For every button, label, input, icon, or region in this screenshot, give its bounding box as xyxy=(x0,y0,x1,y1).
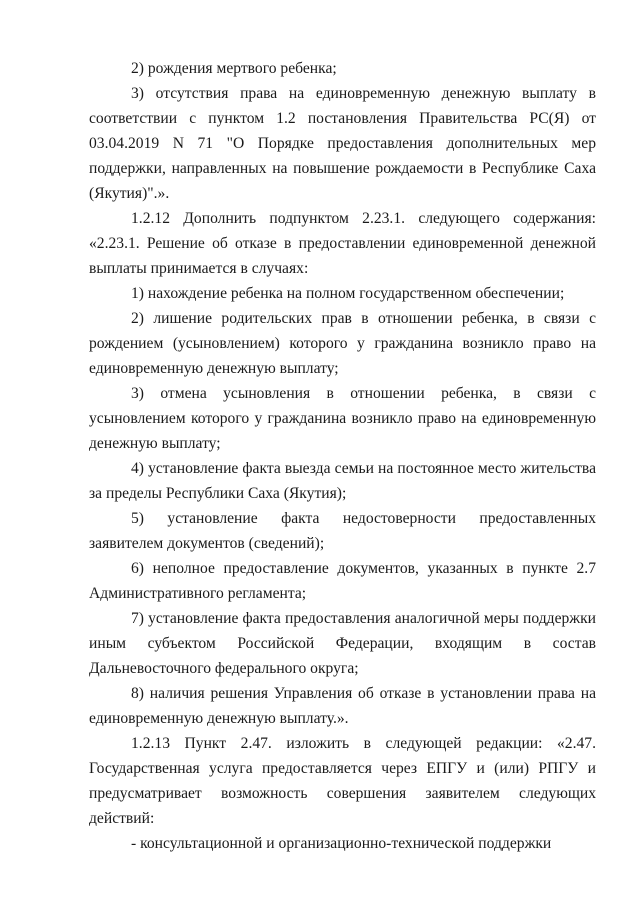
paragraph-refusal-reason-8: 8) наличия решения Управления об отказе в установлении права на единовременную денежную выплату.». xyxy=(89,685,596,727)
paragraph-item-2-stillbirth: 2) рождения мертвого ребенка; xyxy=(131,60,337,77)
paragraph-refusal-reason-7: 7) установление факта предоставления аналогичной меры поддержки иным субъектом Российской Федерации, входящим в состав Дальневосточного федерального округа; xyxy=(89,610,596,677)
paragraph-consultation-support: - консультационной и организационно-технической поддержки xyxy=(131,835,552,852)
paragraph-refusal-reason-5: 5) установление факта недостоверности предоставленных заявителем документов (сведений); xyxy=(89,510,596,552)
paragraph-refusal-reason-1: 1) нахождение ребенка на полном государственном обеспечении; xyxy=(131,285,565,302)
paragraph-1-2-13: 1.2.13 Пункт 2.47. изложить в следующей редакции: «2.47. Государственная услуга предоставляется через ЕПГУ и (или) РПГУ и предусматривает возможность совершения заявителем следующих действий: xyxy=(89,735,596,827)
paragraph-refusal-reason-2: 2) лишение родительских прав в отношении ребенка, в связи с рождением (усыновлением) которого у гражданина возникло право на единовременную денежную выплату; xyxy=(89,310,596,377)
paragraph-refusal-reason-6: 6) неполное предоставление документов, указанных в пункте 2.7 Административного регламента; xyxy=(89,560,596,602)
paragraph-1-2-12: 1.2.12 Дополнить подпунктом 2.23.1. следующего содержания: «2.23.1. Решение об отказе в предоставлении единовременной денежной выплаты принимается в случаях: xyxy=(89,210,596,277)
paragraph-refusal-reason-4: 4) установление факта выезда семьи на постоянное место жительства за пределы Республики Саха (Якутия); xyxy=(89,460,596,502)
paragraph-refusal-reason-3: 3) отмена усыновления в отношении ребенка, в связи с усыновлением которого у гражданина возникло право на единовременную денежную выплату; xyxy=(89,385,596,452)
paragraph-item-3-no-right: 3) отсутствия права на единовременную денежную выплату в соответствии с пунктом 1.2 постановления Правительства РС(Я) от 03.04.2019 N 71 "О Порядке предоставления дополнительных мер поддержки, направленных на повышение рождаемости в Республике Саха (Якутия)".». xyxy=(89,85,596,202)
document-body xyxy=(89,56,596,856)
